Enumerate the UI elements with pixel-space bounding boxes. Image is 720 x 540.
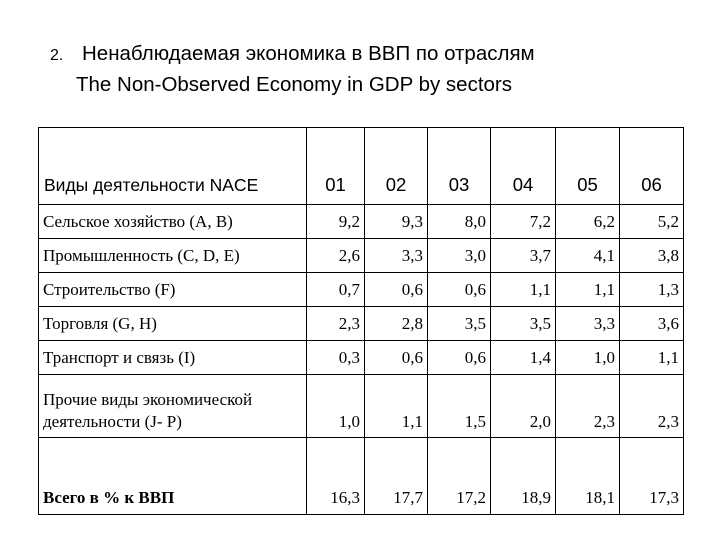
cell-value: 2,3 xyxy=(307,307,365,341)
cell-value: 1,1 xyxy=(365,375,428,438)
table-row xyxy=(39,239,684,273)
header-year: 04 xyxy=(491,128,556,205)
cell-value: 2,0 xyxy=(491,375,556,438)
table-total-row xyxy=(39,438,684,515)
cell-value: 16,3 xyxy=(307,438,365,515)
cell-value: 3,8 xyxy=(620,239,684,273)
row-label: Сельское хозяйство (A, B) xyxy=(39,205,307,239)
row-label: Всего в % к ВВП xyxy=(39,438,307,515)
row-label: Строительство (F) xyxy=(39,273,307,307)
row-label: Торговля (G, H) xyxy=(39,307,307,341)
cell-value: 0,6 xyxy=(428,341,491,375)
cell-value: 1,5 xyxy=(428,375,491,438)
cell-value: 3,6 xyxy=(620,307,684,341)
table-row xyxy=(39,205,684,239)
cell-value: 3,0 xyxy=(428,239,491,273)
table-row xyxy=(39,341,684,375)
header-year: 06 xyxy=(620,128,684,205)
cell-value: 1,0 xyxy=(556,341,620,375)
cell-value: 18,1 xyxy=(556,438,620,515)
cell-value: 9,3 xyxy=(365,205,428,239)
cell-value: 17,7 xyxy=(365,438,428,515)
table-header-row xyxy=(39,128,684,205)
title-number: 2. xyxy=(50,47,64,64)
cell-value: 5,2 xyxy=(620,205,684,239)
table-row xyxy=(39,307,684,341)
title-russian: Ненаблюдаемая экономика в ВВП по отраслям xyxy=(82,42,535,65)
cell-value: 4,1 xyxy=(556,239,620,273)
cell-value: 0,7 xyxy=(307,273,365,307)
cell-value: 0,6 xyxy=(365,273,428,307)
table-row xyxy=(39,273,684,307)
header-year: 03 xyxy=(428,128,491,205)
header-year: 01 xyxy=(307,128,365,205)
cell-value: 3,7 xyxy=(491,239,556,273)
cell-value: 3,5 xyxy=(428,307,491,341)
cell-value: 2,3 xyxy=(556,375,620,438)
nace-table xyxy=(38,127,684,515)
cell-value: 18,9 xyxy=(491,438,556,515)
cell-value: 6,2 xyxy=(556,205,620,239)
cell-value: 8,0 xyxy=(428,205,491,239)
cell-value: 3,3 xyxy=(556,307,620,341)
cell-value: 1,4 xyxy=(491,341,556,375)
header-year: 02 xyxy=(365,128,428,205)
cell-value: 2,8 xyxy=(365,307,428,341)
cell-value: 7,2 xyxy=(491,205,556,239)
table-row xyxy=(39,375,684,438)
header-year: 05 xyxy=(556,128,620,205)
cell-value: 3,5 xyxy=(491,307,556,341)
cell-value: 17,3 xyxy=(620,438,684,515)
row-label: Транспорт и связь (I) xyxy=(39,341,307,375)
cell-value: 1,1 xyxy=(620,341,684,375)
cell-value: 9,2 xyxy=(307,205,365,239)
cell-value: 1,0 xyxy=(307,375,365,438)
cell-value: 2,6 xyxy=(307,239,365,273)
cell-value: 0,6 xyxy=(428,273,491,307)
title-english: The Non-Observed Economy in GDP by sectors xyxy=(76,73,512,96)
cell-value: 1,1 xyxy=(556,273,620,307)
cell-value: 17,2 xyxy=(428,438,491,515)
row-label: Промышленность (C, D, E) xyxy=(39,239,307,273)
header-activity: Виды деятельности NACE xyxy=(39,128,307,205)
cell-value: 1,1 xyxy=(491,273,556,307)
cell-value: 3,3 xyxy=(365,239,428,273)
cell-value: 0,6 xyxy=(365,341,428,375)
row-label: Прочие виды экономической деятельности (J- P) xyxy=(39,375,307,438)
cell-value: 0,3 xyxy=(307,341,365,375)
cell-value: 1,3 xyxy=(620,273,684,307)
cell-value: 2,3 xyxy=(620,375,684,438)
